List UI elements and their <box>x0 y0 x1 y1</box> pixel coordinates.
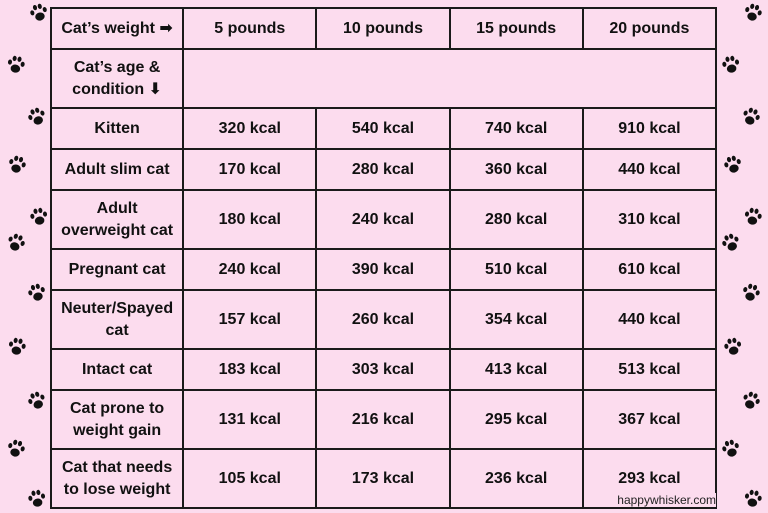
table-row <box>51 149 716 190</box>
paw-print-icon <box>718 436 745 463</box>
calorie-table <box>50 7 717 509</box>
row-label: Neuter/Spayed cat <box>51 290 183 349</box>
paw-print-icon <box>718 52 743 77</box>
paw-print-icon <box>4 334 29 359</box>
paw-print-icon <box>24 486 49 511</box>
table-row <box>51 390 716 449</box>
paw-print-icon <box>23 387 51 415</box>
row-label: Kitten <box>51 108 183 149</box>
cell-value: 413 kcal <box>450 349 583 390</box>
paw-print-icon <box>740 0 767 26</box>
cell-value: 740 kcal <box>450 108 583 149</box>
paw-print-icon <box>720 152 747 179</box>
age-header-row <box>51 49 716 108</box>
row-label: Intact cat <box>51 349 183 390</box>
table-row <box>51 249 716 290</box>
paw-print-icon <box>737 387 765 415</box>
cell-value: 513 kcal <box>583 349 716 390</box>
paw-print-icon <box>2 229 30 257</box>
paw-print-icon <box>740 204 765 229</box>
weight-header-5: 5 pounds <box>183 8 316 49</box>
cell-value: 280 kcal <box>450 190 583 249</box>
cell-value: 173 kcal <box>316 449 449 508</box>
table-row <box>51 290 716 349</box>
paw-print-icon <box>24 280 51 307</box>
cell-value: 295 kcal <box>450 390 583 449</box>
paw-print-icon <box>26 204 51 229</box>
row-label: Adult overweight cat <box>51 190 183 249</box>
cell-value: 216 kcal <box>316 390 449 449</box>
cell-value: 310 kcal <box>583 190 716 249</box>
cell-value: 170 kcal <box>183 149 316 190</box>
cell-value: 360 kcal <box>450 149 583 190</box>
cell-value: 390 kcal <box>316 249 449 290</box>
row-label: Cat prone to weight gain <box>51 390 183 449</box>
cell-value: 367 kcal <box>583 390 716 449</box>
cell-value: 260 kcal <box>316 290 449 349</box>
weight-header-row <box>51 8 716 49</box>
cell-value: 240 kcal <box>316 190 449 249</box>
cell-value: 131 kcal <box>183 390 316 449</box>
age-header-label: Cat’s age & condition ⬇ <box>51 49 183 108</box>
row-label: Cat that needs to lose weight <box>51 449 183 508</box>
cell-value: 157 kcal <box>183 290 316 349</box>
cell-value: 540 kcal <box>316 108 449 149</box>
table-row <box>51 108 716 149</box>
age-header-blank <box>183 49 716 108</box>
cell-value: 183 kcal <box>183 349 316 390</box>
cell-value: 105 kcal <box>183 449 316 508</box>
paw-print-icon <box>3 52 28 77</box>
cell-value: 293 kcal <box>583 449 716 508</box>
weight-header-20: 20 pounds <box>583 8 716 49</box>
paw-print-icon <box>737 103 765 131</box>
paw-print-icon <box>26 0 53 26</box>
paw-print-icon <box>717 229 745 257</box>
cell-value: 280 kcal <box>316 149 449 190</box>
table-row <box>51 190 716 249</box>
row-label: Adult slim cat <box>51 149 183 190</box>
cell-value: 236 kcal <box>450 449 583 508</box>
cell-value: 303 kcal <box>316 349 449 390</box>
cell-value: 180 kcal <box>183 190 316 249</box>
table-row <box>51 349 716 390</box>
site-credit: happywhisker.com <box>617 493 716 507</box>
paw-print-icon <box>3 436 30 463</box>
cell-value: 440 kcal <box>583 149 716 190</box>
paw-print-icon <box>4 152 31 179</box>
table-row <box>51 449 716 508</box>
cell-value: 240 kcal <box>183 249 316 290</box>
paw-print-icon <box>740 486 765 511</box>
cell-value: 320 kcal <box>183 108 316 149</box>
paw-print-icon <box>738 280 765 307</box>
row-label: Pregnant cat <box>51 249 183 290</box>
cell-value: 440 kcal <box>583 290 716 349</box>
cell-value: 354 kcal <box>450 290 583 349</box>
cell-value: 510 kcal <box>450 249 583 290</box>
paw-print-icon <box>23 103 51 131</box>
cell-value: 610 kcal <box>583 249 716 290</box>
paw-print-icon <box>720 334 745 359</box>
weight-header-label: Cat’s weight ➡ <box>51 8 183 49</box>
weight-header-15: 15 pounds <box>450 8 583 49</box>
cell-value: 910 kcal <box>583 108 716 149</box>
weight-header-10: 10 pounds <box>316 8 449 49</box>
